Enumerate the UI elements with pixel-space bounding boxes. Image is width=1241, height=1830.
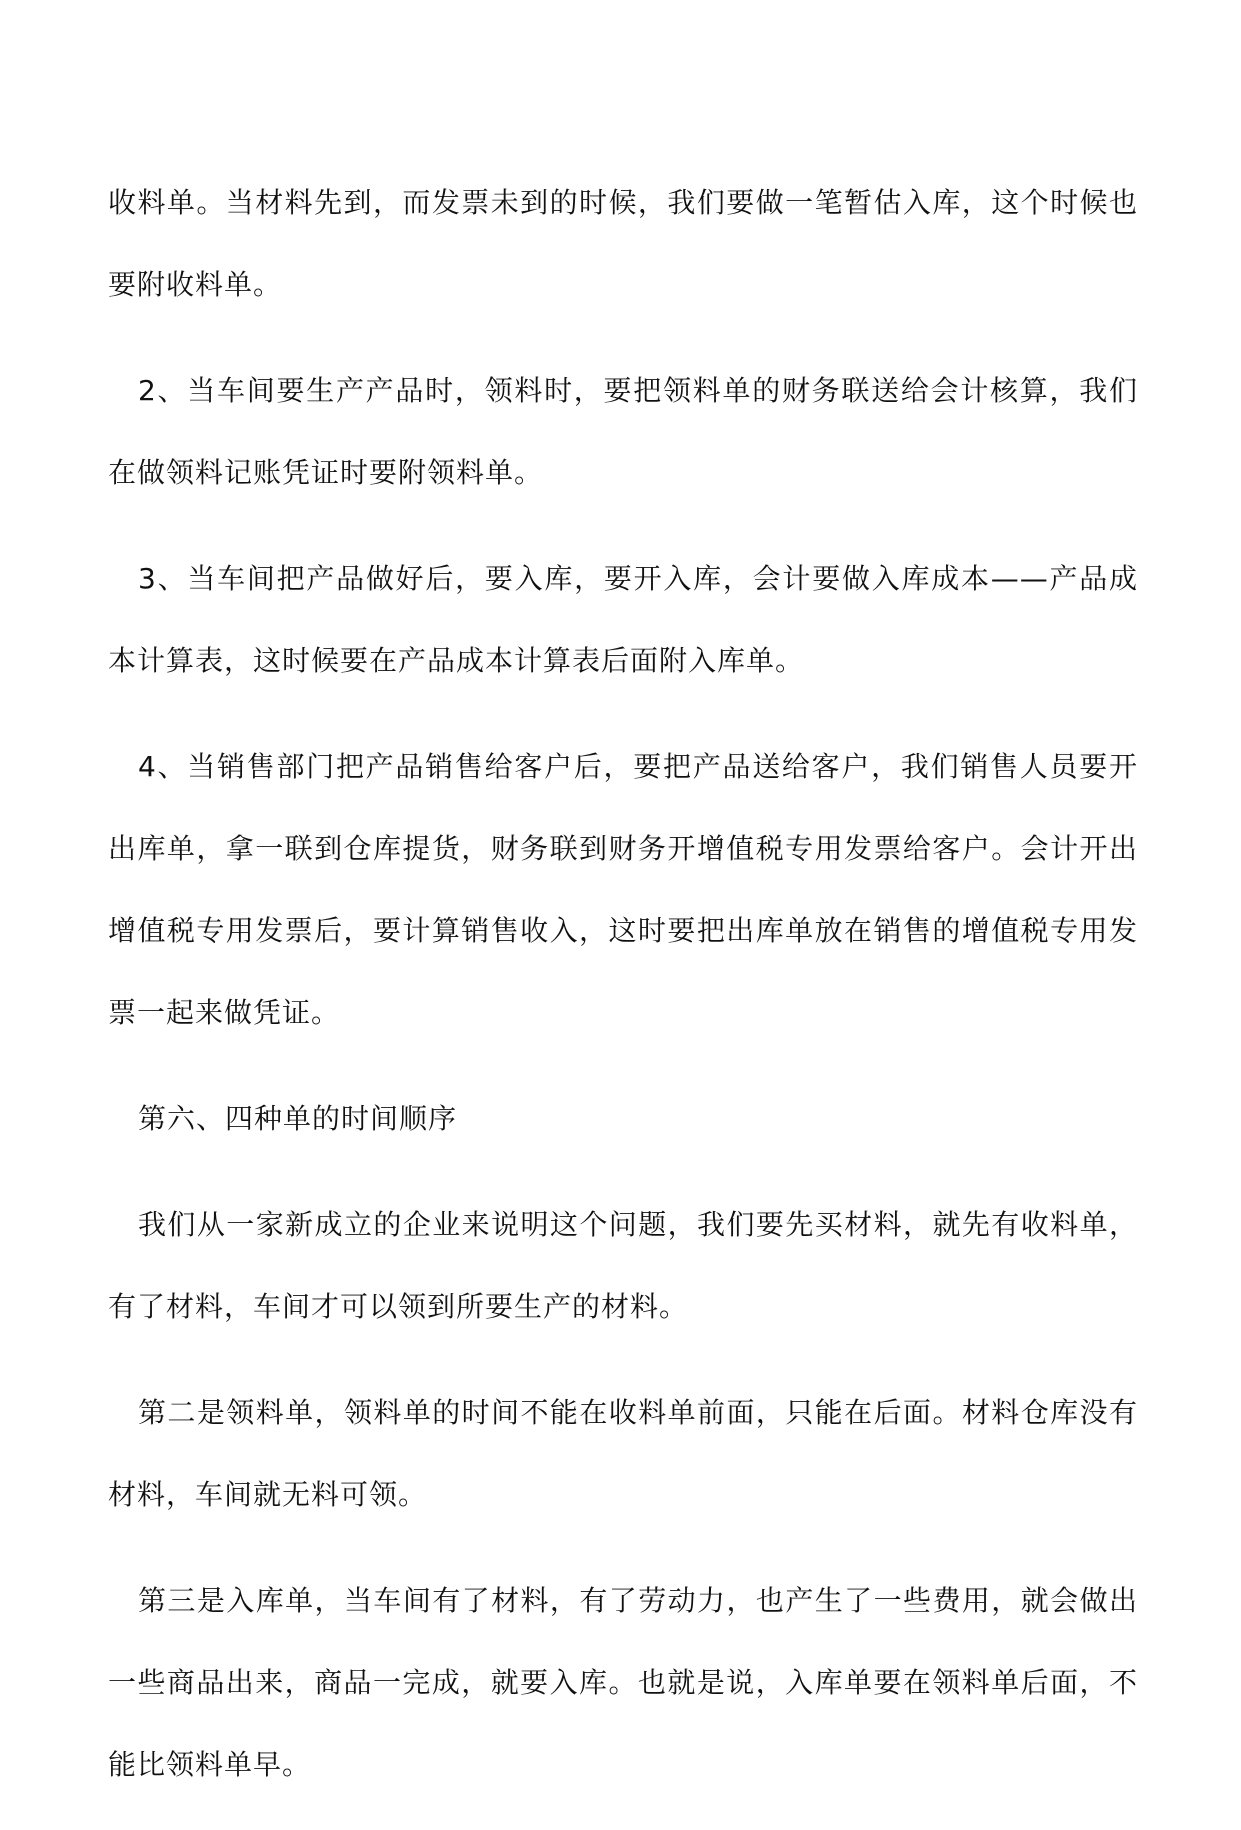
- paragraph-1: 收料单。当材料先到，而发票未到的时候，我们要做一笔暂估入库，这个时候也要附收料单。: [108, 186, 1138, 301]
- paragraph-8: 第三是入库单，当车间有了材料，有了劳动力，也产生了一些费用，就会做出一些商品出来，商品一完成，就要入库。也就是说，入库单要在领料单后面，不能比领料单早。: [108, 1584, 1138, 1781]
- paragraph-7: 第二是领料单，领料单的时间不能在收料单前面，只能在后面。材料仓库没有材料，车间就无料可领。: [108, 1396, 1138, 1511]
- paragraph-2: 2、当车间要生产产品时，领料时，要把领料单的财务联送给会计核算，我们在做领料记账凭证时要附领料单。: [108, 374, 1138, 489]
- document-page: [108, 162, 1138, 1830]
- section-heading: 第六、四种单的时间顺序: [138, 1102, 458, 1135]
- paragraph-4: 4、当销售部门把产品销售给客户后，要把产品送给客户，我们销售人员要开出库单，拿一联到仓库提货，财务联到财务开增值税专用发票给客户。会计开出增值税专用发票后，要计算销售收入，这时要把出库单放在销售的增值税专用发票一起来做凭证。: [108, 750, 1138, 1029]
- paragraph-3: 3、当车间把产品做好后，要入库，要开入库，会计要做入库成本——产品成本计算表，这时候要在产品成本计算表后面附入库单。: [108, 562, 1138, 677]
- paragraph-6: 我们从一家新成立的企业来说明这个问题，我们要先买材料，就先有收料单，有了材料，车间才可以领到所要生产的材料。: [108, 1208, 1138, 1323]
